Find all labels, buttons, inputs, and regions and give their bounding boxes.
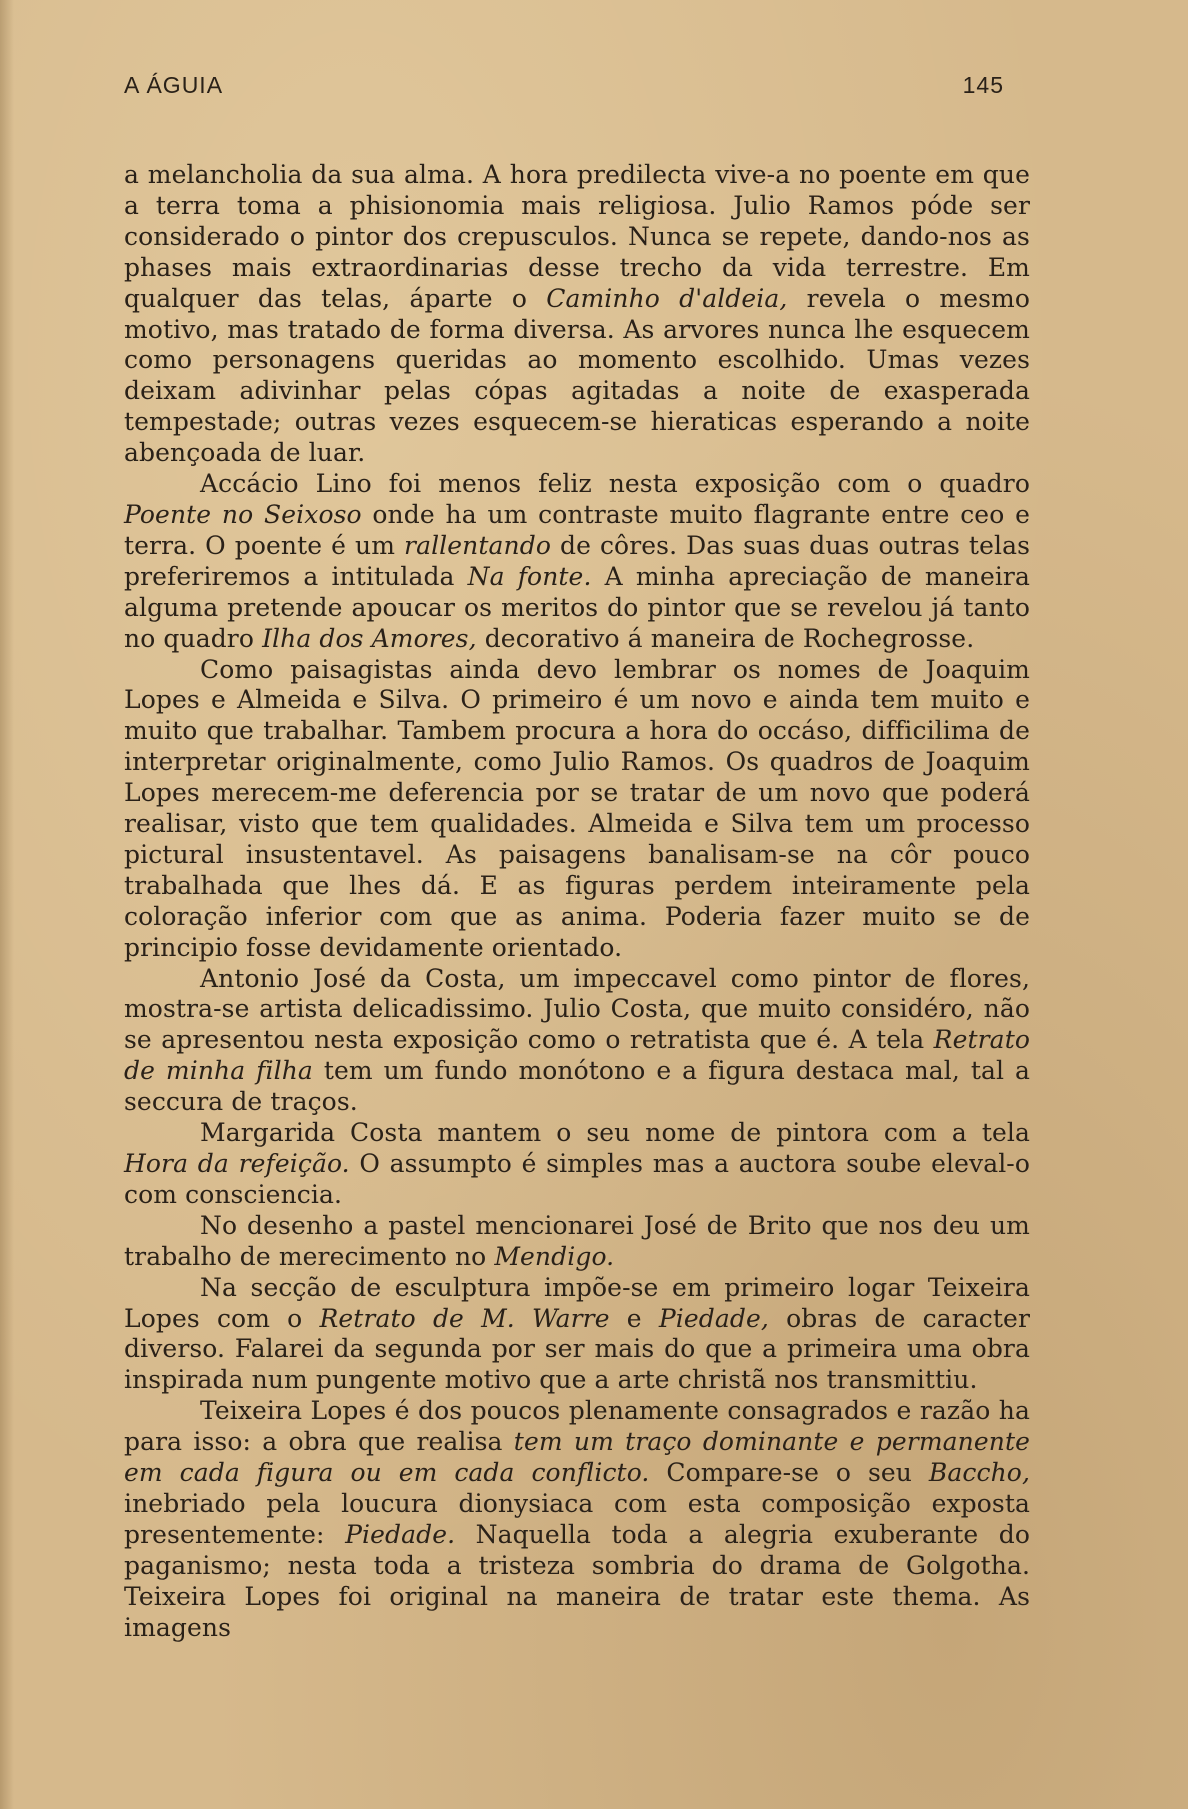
page-number: 145 xyxy=(962,72,1004,98)
text-run: inebriado pela loucura dionysiaca com esta composição exposta presentemente: xyxy=(124,1488,1030,1549)
italic-title: Mendigo. xyxy=(494,1241,615,1271)
italic-title: Poente no Seixoso xyxy=(124,499,362,529)
italic-title: Hora da refeição. xyxy=(124,1149,350,1178)
text-run: Compare-se o seu xyxy=(649,1458,929,1488)
text-run: A minha apreciação de maneira alguma pretende apoucar os meritos do pintor que se revelou já tanto no quadro xyxy=(124,561,1030,653)
text-run: Antonio José da Costa, um impeccavel como pintor de flores, mostra-se artista delicadissimo. Julio Costa, que muito considéro, não se apresentou nesta exposição como o retratista que é. A tela xyxy=(124,963,1030,1055)
text-run: Na secção de esculptura impõe-se em primeiro logar Teixeira Lopes com o xyxy=(124,1272,1030,1333)
text-run: No desenho a pastel mencionarei José de Brito que nos deu um trabalho de merecimento no xyxy=(124,1210,1030,1271)
italic-title: Retrato de minha filha xyxy=(124,1025,1030,1086)
italic-title: Ilha dos Amores, xyxy=(262,623,477,653)
text-run: a melancholia da sua alma. A hora predilecta vive-a no poente em que a terra toma a phisionomia mais religiosa. Julio Ramos póde ser considerado o pintor dos crepusculos. Nunca se repete, dando-nos as phases mais extraordinarias desse trecho da vida terrestre. Em qualquer das telas, áparte o xyxy=(124,160,1030,313)
text-run: onde ha um contraste muito flagrante entre ceo e terra. O poente é um xyxy=(124,499,1030,560)
paragraph xyxy=(124,1396,1030,1643)
text-run: e xyxy=(609,1303,659,1333)
italic-title: Retrato de M. Warre xyxy=(319,1303,610,1333)
paragraph xyxy=(124,655,1030,964)
paragraph xyxy=(124,1211,1030,1273)
paragraph xyxy=(124,469,1030,654)
text-run: de côres. Das suas duas outras telas preferiremos a intitulada xyxy=(124,530,1031,591)
text-run: Margarida Costa mantem o seu nome de pintora com a tela xyxy=(200,1118,1030,1148)
paragraph xyxy=(124,964,1030,1119)
text-run: O assumpto é simples mas a auctora soube eleval-o com consciencia. xyxy=(124,1149,1030,1209)
text-run: obras de caracter diverso. Falarei da segunda por ser mais do que a primeira uma obra inspirada num pungente motivo que a arte christã nos transmittiu. xyxy=(124,1303,1031,1395)
running-header xyxy=(124,72,1004,112)
text-run: tem um fundo monótono e a figura destaca mal, tal a seccura de traços. xyxy=(124,1056,1030,1117)
italic-title: rallentando xyxy=(404,530,551,560)
paragraph xyxy=(124,160,1030,469)
text-run: Accácio Lino foi menos feliz nesta exposição com o quadro xyxy=(200,469,1030,499)
body-text xyxy=(124,160,1030,1644)
italic-title: Na fonte. xyxy=(467,561,592,591)
italic-title: Piedade, xyxy=(658,1303,769,1333)
text-run: Teixeira Lopes é dos poucos plenamente consagrados e razão ha para isso: a obra que realisa xyxy=(124,1396,1030,1457)
page-edge-shadow xyxy=(0,0,14,1809)
italic-title: Caminho d'aldeia, xyxy=(546,283,788,313)
text-run: revela o mesmo motivo, mas tratado de forma diversa. As arvores nunca lhe esquecem como personagens queridas ao momento escolhido. Umas vezes deixam adivinhar pelas cópas agitadas a noite de exasperada tempestade; outras vezes esquecem-se hieraticas esperando a noite abençoada de luar. xyxy=(124,283,1031,468)
text-run: Naquella toda a alegria exuberante do paganismo; nesta toda a tristeza sombria do drama de Golgotha. Teixeira Lopes foi original na maneira de tratar este thema. As imagens xyxy=(124,1519,1030,1642)
italic-title: tem um traço dominante e permanente em cada figura ou em cada conflicto. xyxy=(124,1427,1030,1488)
paragraph xyxy=(124,1118,1030,1211)
text-run: decorativo á maneira de Rochegrosse. xyxy=(476,623,975,653)
text-run: Como paisagistas ainda devo lembrar os nomes de Joaquim Lopes e Almeida e Silva. O primeiro é um novo e ainda tem muito e muito que trabalhar. Tambem procura a hora do occáso, difficilima de interpretar originalmente, como Julio Ramos. Os quadros de Joaquim Lopes merecem-me deferencia por se tratar de um novo que poderá realisar, visto que tem qualidades. Almeida e Silva tem um processo pictural insustentavel. As paisagens banalisam-se na côr pouco trabalhada que lhes dá. E as figuras perdem inteiramente pela coloração inferior com que as anima. Poderia fazer muito se de principio fosse devidamente orientado. xyxy=(124,654,1030,962)
italic-title: Piedade. xyxy=(345,1519,456,1549)
running-title: A ÁGUIA xyxy=(124,72,224,98)
paragraph xyxy=(124,1273,1030,1397)
italic-title: Baccho, xyxy=(928,1458,1030,1488)
